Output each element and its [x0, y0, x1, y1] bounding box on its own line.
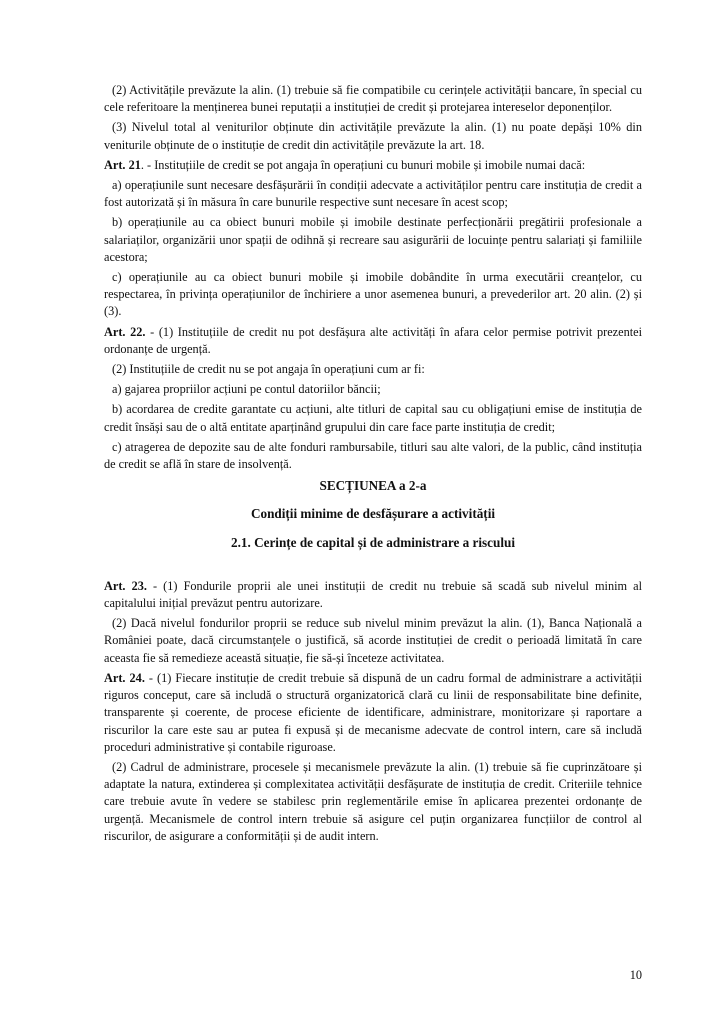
paragraph: (3) Nivelul total al veniturilor obținute din activitățile prevăzute la alin. (1) nu poate depăși 10% din veniturile obținute de o instituție de credit din activitățile prevăzute la art. 18. [104, 120, 642, 152]
list-item: a) operațiunile sunt necesare desfășurării în condiții adecvate a activităților pentru care instituția de credit a fost autorizată și în măsura în care bunurile respective sunt necesare în acest scop; [104, 178, 642, 210]
list-item: c) atragerea de depozite sau de alte fonduri rambursabile, titluri sau alte valori, de la public, când instituția de credit se află în stare de insolvență. [104, 439, 642, 472]
section-subtitle: Condiții minime de desfășurare a activității [250, 506, 496, 522]
list-item: (2) Instituțiile de credit nu se pot angaja în operațiuni cum ar fi: [112, 362, 425, 377]
article-23: Art. 23. - (1) Fondurile proprii ale unei instituții de credit nu trebuie să scadă sub nivelul minim al capitalului inițial prevăzut pentru autorizare. [104, 578, 643, 611]
list-item: b) operațiunile au ca obiect bunuri mobile și imobile destinate perfecționării pregătirii profesionale a salariaților, organizării unor spații de odihnă și recreare sau asigurării de locuințe pentru salariați și familiile acestora; [104, 215, 642, 264]
list-item: b) acordarea de credite garantate cu acțiuni, alte titluri de capital sau cu obligațiuni emise de instituția de credit însăși sau de o altă entitate aparținând grupului din care face parte instituția de credit; [104, 402, 642, 434]
page-number: 10 [629, 968, 642, 982]
section-heading: SECȚIUNEA a 2-a [319, 478, 427, 494]
document-page [104, 82, 642, 848]
article-label: Art. 22. [104, 324, 146, 339]
article-label: Art. 24. [104, 670, 145, 685]
article-22: Art. 22. - (1) Instituțiile de credit nu pot desfășura alte activități în afara celor permise potrivit prezentei ordonanțe de urgență. [104, 324, 643, 356]
article-label: Art. 21 [104, 157, 141, 172]
article-label: Art. 23. [104, 578, 147, 593]
list-item: c) operațiunile au ca obiect bunuri mobile și imobile dobândite în urma executării creanțelor, cu respectarea, în privința operațiunilor de închiriere a unor asemenea bunuri, a prevederilor art. 20 alin. (2) și (3). [104, 270, 642, 319]
list-item: a) gajarea propriilor acțiuni pe contul datoriilor băncii; [112, 382, 381, 397]
list-item: (2) Cadrul de administrare, procesele și mecanismele prevăzute la alin. (1) trebuie să fie cuprinzătoare și adaptate la natura, extinderea și complexitatea activității desfășurate de instituția de credit. Criteriile tehnice care trebuie avute în vedere se stabilesc prin reglementările emise în aplicarea prezentei ordonanțe de urgență. Mecanismele de control intern trebuie să asigure cel puțin organizarea funcțiilor de control al riscurilor, de asigurare a conformității și de audit intern. [104, 759, 642, 843]
list-item: (2) Dacă nivelul fondurilor proprii se reduce sub nivelul minim prevăzut la alin. (1), Banca Națională a României poate, dacă circumstanțele o justifică, să acorde instituției de credit o perioadă limitată în care aceasta fie să remedieze această situație, fie să-și înceteze activitatea. [104, 616, 642, 665]
paragraph: (2) Activitățile prevăzute la alin. (1) trebuie să fie compatibile cu cerințele activității bancare, în special cu cele referitoare la menținerea bunei reputații a instituției de credit și protejarea intereselor deponenților. [104, 83, 642, 115]
article-24: Art. 24. - (1) Fiecare instituție de credit trebuie să dispună de un cadru formal de administrare a activității riguros conceput, care să includă o structură organizatorică clară cu linii de responsabilitate bine definite, transparente și coerente, de procese eficiente de identificare, administrare, monitorizare și raportare a riscurilor la care este sau ar putea fi expusă și de mecanisme adecvate de control intern, care să includă proceduri administrative și contabile riguroase. [104, 670, 643, 754]
subsection-heading: 2.1. Cerințe de capital și de administrare a riscului [230, 534, 515, 550]
article-21: Art. 21. - Instituțiile de credit se pot angaja în operațiuni cu bunuri mobile și imobile numai dacă: [104, 157, 586, 172]
